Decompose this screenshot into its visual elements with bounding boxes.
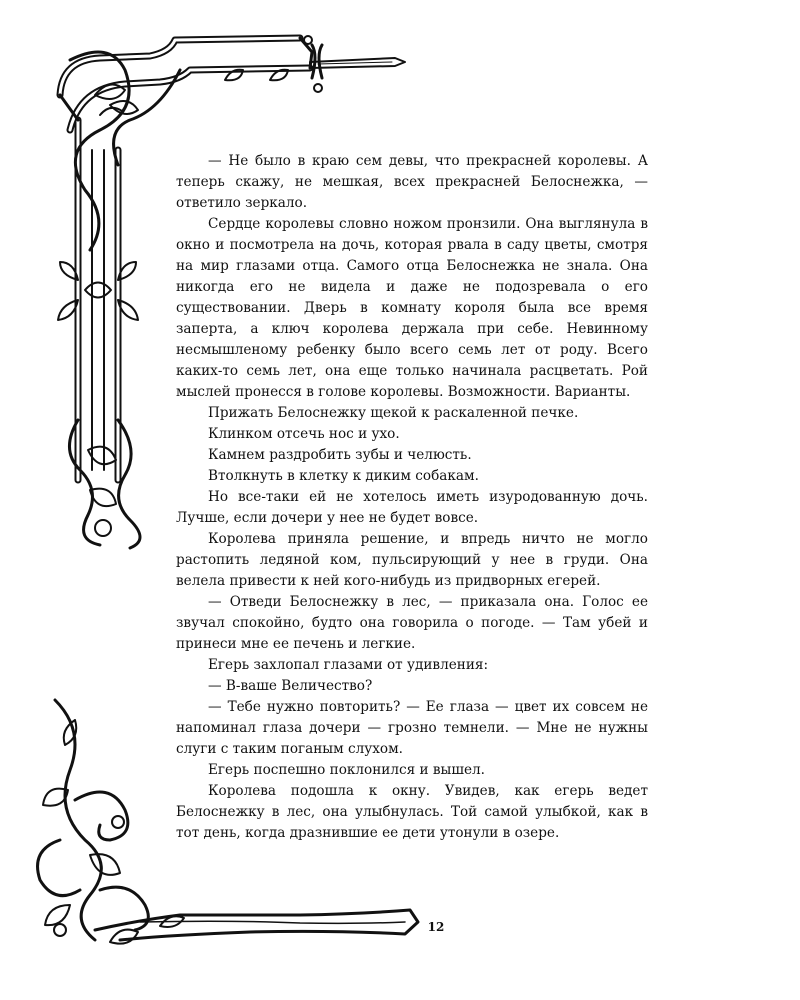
paragraph: Егерь захлопал глазами от удивления: xyxy=(208,657,489,673)
paragraph: Королева подошла к окну. Увидев, как егерь ведет Белоснежку в лес, она улыбнулась. Той самой улыбкой, как в тот день, когда дразнившие ее дети утонули в озере. xyxy=(176,783,648,841)
paragraph: — Не было в краю сем девы, что прекрасней королевы. А теперь скажу, не мешкая, всех прекрасней Белоснежка, — ответило зеркало. xyxy=(176,153,648,211)
paragraph: Королева приняла решение, и впредь ничто не могло растопить ледяной ком, пульсирующий у нее в груди. Она велела привести к ней кого-нибудь из придворных егерей. xyxy=(176,531,648,589)
paragraph: — В-ваше Величество? xyxy=(208,678,373,694)
paragraph: Клинком отсечь нос и ухо. xyxy=(208,426,400,442)
paragraph: Но все-таки ей не хотелось иметь изуродованную дочь. Лучше, если дочери у нее не будет вовсе. xyxy=(176,489,648,526)
body-text xyxy=(176,151,648,844)
paragraph: Прижать Белоснежку щекой к раскаленной печке. xyxy=(208,405,579,421)
paragraph: Втолкнуть в клетку к диким собакам. xyxy=(208,468,479,484)
paragraph: — Отведи Белоснежку в лес, — приказала она. Голос ее звучал спокойно, будто она говорила о погоде. — Там убей и принеси мне ее печень и легкие. xyxy=(176,594,648,652)
paragraph: — Тебе нужно повторить? — Ее глаза — цвет их совсем не напоминал глаза дочери — грозно темнели. — Мне не нужны слуги с таким поганым слухом. xyxy=(176,699,648,757)
paragraph: Сердце королевы словно ножом пронзили. Она выглянула в окно и посмотрела на дочь, которая рвала в саду цветы, смотря на мир глазами отца. Самого отца Белоснежка не знала. Она никогда его не видела и даже не подозревала о его существовании. Дверь в комнату короля была все время заперта, а ключ королева держала при себе. Невинному несмышленому ребенку было всего семь лет от роду. Всего каких-то семь лет, она еще только начинала расцветать. Рой мыслей пронесся в голове королевы. Возможности. Варианты. xyxy=(176,216,648,400)
page-number: 12 xyxy=(427,920,445,934)
paragraph: Егерь поспешно поклонился и вышел. xyxy=(208,762,485,778)
paragraph: Камнем раздробить зубы и челюсть. xyxy=(208,447,472,463)
